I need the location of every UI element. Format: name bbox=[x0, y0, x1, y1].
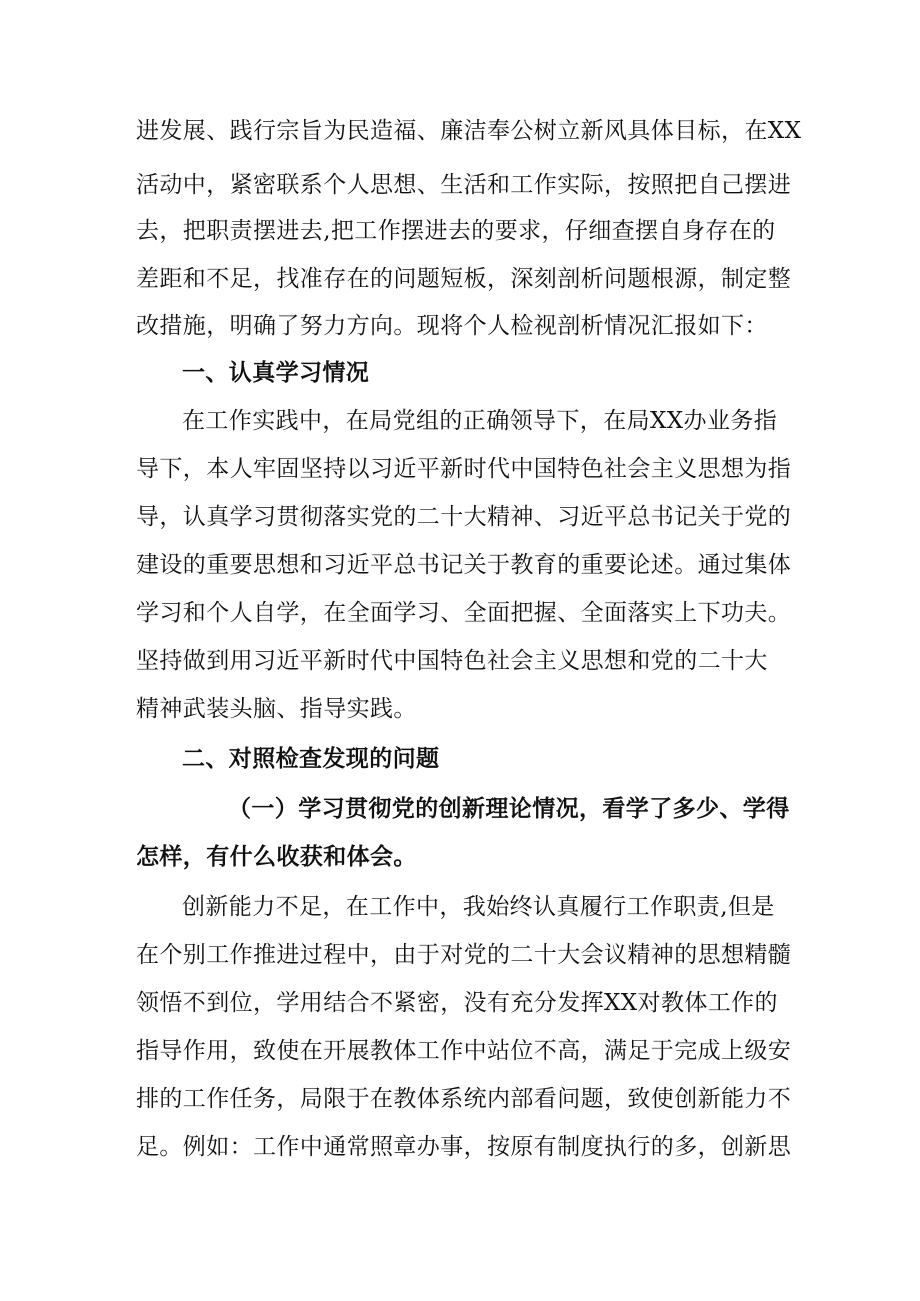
problem-line-6: 足。例如：工作中通常照章办事，按原有制度执行的多，创新思 bbox=[136, 1134, 792, 1160]
intro-line-2: 活动中，紧密联系个人思想、生活和工作实际，按照把自己摆进 bbox=[136, 172, 792, 198]
study-line-1: 在工作实践中，在局党组的正确领导下，在局XX办业务指 bbox=[182, 408, 778, 434]
study-line-4: 建设的重要思想和习近平总书记关于教育的重要论述。通过集体 bbox=[136, 552, 792, 578]
study-line-5: 学习和个人自学，在全面学习、全面把握、全面落实上下功夫。 bbox=[136, 600, 792, 626]
problem-line-1: 创新能力不足，在工作中，我始终认真履行工作职责,但是 bbox=[182, 894, 775, 920]
problem-line-2: 在个别工作推进过程中，由于对党的二十大会议精神的思想精髓 bbox=[136, 942, 792, 968]
subheading-line-2: 怎样，有什么收获和体会。 bbox=[136, 844, 417, 870]
study-line-3: 导，认真学习贯彻落实党的二十大精神、习近平总书记关于党的 bbox=[136, 504, 792, 530]
intro-line-1: 进发展、践行宗旨为民造福、廉洁奉公树立新风具体目标，在XX bbox=[136, 118, 802, 144]
subheading-line-1: （一）学习贯彻党的创新理论情况，看学了多少、学得 bbox=[228, 796, 790, 822]
study-line-6: 坚持做到用习近平新时代中国特色社会主义思想和党的二十大 bbox=[136, 648, 768, 674]
intro-line-3: 去，把职责摆进去,把工作摆进去的要求，仔细查摆自身存在的 bbox=[136, 218, 776, 244]
intro-line-5: 改措施，明确了努力方向。现将个人检视剖析情况汇报如下： bbox=[136, 313, 768, 339]
intro-line-4: 差距和不足，找准存在的问题短板，深刻剖析问题根源，制定整 bbox=[136, 266, 792, 292]
section-heading-problems: 二、对照检查发现的问题 bbox=[182, 746, 440, 772]
problem-line-5: 排的工作任务，局限于在教体系统内部看问题，致使创新能力不 bbox=[136, 1086, 792, 1112]
study-line-2: 导下，本人牢固坚持以习近平新时代中国特色社会主义思想为指 bbox=[136, 456, 792, 482]
problem-line-3: 领悟不到位，学用结合不紧密，没有充分发挥XX对教体工作的 bbox=[136, 990, 778, 1016]
section-heading-study: 一、认真学习情况 bbox=[182, 360, 370, 386]
study-line-7: 精神武装头脑、指导实践。 bbox=[136, 696, 417, 722]
problem-line-4: 指导作用，致使在开展教体工作中站位不高，满足于完成上级安 bbox=[136, 1038, 792, 1064]
